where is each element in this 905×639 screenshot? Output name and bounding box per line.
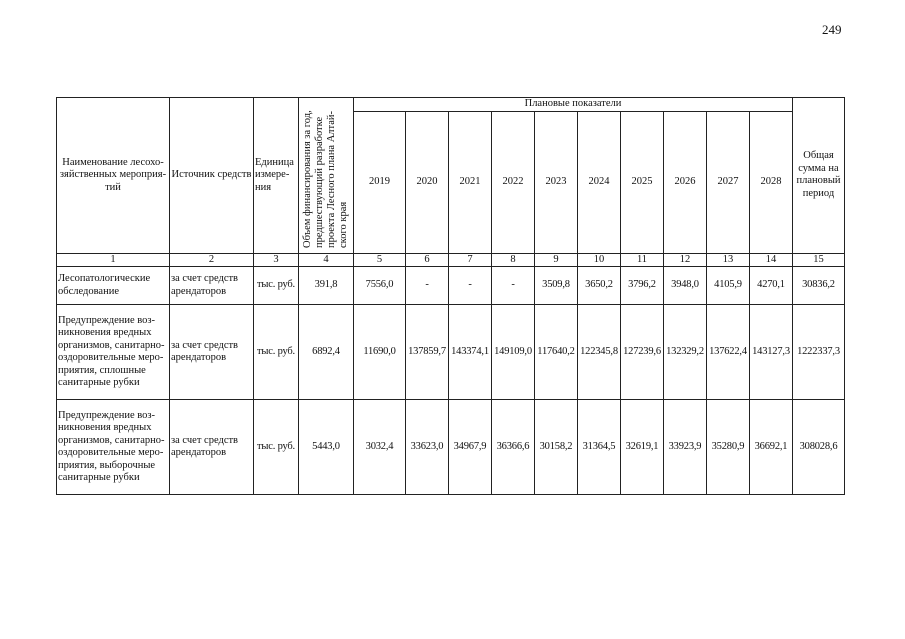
year-value: 7556,0: [354, 267, 406, 305]
header-year: 2026: [664, 111, 707, 253]
header-funding-volume-cell: [299, 98, 354, 254]
year-value: -: [406, 267, 449, 305]
year-value: -: [449, 267, 492, 305]
year-value: 4270,1: [750, 267, 793, 305]
column-number: 1: [57, 253, 170, 267]
year-value: 33623,0: [406, 400, 449, 495]
header-funding-volume: Объем финансирования за год, предшествующий разработке проекта Лесного плана Алтай-ского края: [302, 110, 349, 248]
prev-year-value: 6892,4: [299, 305, 354, 400]
year-value: 3796,2: [621, 267, 664, 305]
funding-source: за счет средств арендаторов: [170, 305, 254, 400]
column-number: 5: [354, 253, 406, 267]
year-value: 35280,9: [707, 400, 750, 495]
column-number: 15: [793, 253, 845, 267]
page-number: 249: [822, 22, 842, 37]
column-number-row: [57, 253, 845, 267]
year-value: 143374,1: [449, 305, 492, 400]
column-number: 8: [492, 253, 535, 267]
activity-name: Предупреждение воз-никновения вредных организмов, санитарно-оздоровительные меро-приятия, сплошные санитарные рубки: [57, 305, 170, 400]
column-number: 10: [578, 253, 621, 267]
column-number: 3: [254, 253, 299, 267]
year-value: 11690,0: [354, 305, 406, 400]
unit: тыс. руб.: [254, 400, 299, 495]
header-year: 2027: [707, 111, 750, 253]
year-value: 3032,4: [354, 400, 406, 495]
total-value: 30836,2: [793, 267, 845, 305]
year-value: 127239,6: [621, 305, 664, 400]
year-value: 149109,0: [492, 305, 535, 400]
column-number: 13: [707, 253, 750, 267]
year-value: 143127,3: [750, 305, 793, 400]
header-year: 2025: [621, 111, 664, 253]
column-number: 2: [170, 253, 254, 267]
header-year: 2023: [535, 111, 578, 253]
table-row: [57, 305, 845, 400]
year-value: 122345,8: [578, 305, 621, 400]
activity-name: Предупреждение воз-никновения вредных организмов, санитарно-оздоровительные меро-приятия, выборочные санитарные рубки: [57, 400, 170, 495]
header-year: 2024: [578, 111, 621, 253]
column-number: 11: [621, 253, 664, 267]
header-funding-source: Источник средств: [170, 98, 254, 254]
column-number: 9: [535, 253, 578, 267]
year-value: 30158,2: [535, 400, 578, 495]
column-number: 4: [299, 253, 354, 267]
activity-name: Лесопатологические обследование: [57, 267, 170, 305]
year-value: 4105,9: [707, 267, 750, 305]
header-activity-name: Наименование лесохо-зяйственных мероприя-тий: [57, 98, 170, 254]
header-year: 2020: [406, 111, 449, 253]
header-year: 2022: [492, 111, 535, 253]
column-number: 6: [406, 253, 449, 267]
column-number: 7: [449, 253, 492, 267]
total-value: 308028,6: [793, 400, 845, 495]
year-value: 137859,7: [406, 305, 449, 400]
header-total: Общая сумма на плановый период: [793, 98, 845, 254]
year-value: 3509,8: [535, 267, 578, 305]
prev-year-value: 5443,0: [299, 400, 354, 495]
prev-year-value: 391,8: [299, 267, 354, 305]
unit: тыс. руб.: [254, 267, 299, 305]
table-row: [57, 400, 845, 495]
year-value: 34967,9: [449, 400, 492, 495]
year-value: 3650,2: [578, 267, 621, 305]
year-value: 36366,6: [492, 400, 535, 495]
year-value: -: [492, 267, 535, 305]
year-value: 31364,5: [578, 400, 621, 495]
year-value: 36692,1: [750, 400, 793, 495]
header-year: 2028: [750, 111, 793, 253]
total-value: 1222337,3: [793, 305, 845, 400]
header-planned-indicators: Плановые показатели: [354, 98, 793, 112]
column-number: 12: [664, 253, 707, 267]
header-year: 2021: [449, 111, 492, 253]
year-value: 33923,9: [664, 400, 707, 495]
table-row: [57, 267, 845, 305]
year-value: 137622,4: [707, 305, 750, 400]
year-value: 3948,0: [664, 267, 707, 305]
header-unit: Единица измере-ния: [254, 98, 299, 254]
funding-source: за счет средств арендаторов: [170, 267, 254, 305]
header-year: 2019: [354, 111, 406, 253]
year-value: 132329,2: [664, 305, 707, 400]
planned-indicators-table: [56, 97, 845, 495]
unit: тыс. руб.: [254, 305, 299, 400]
column-number: 14: [750, 253, 793, 267]
year-value: 117640,2: [535, 305, 578, 400]
funding-source: за счет средств арендаторов: [170, 400, 254, 495]
year-value: 32619,1: [621, 400, 664, 495]
